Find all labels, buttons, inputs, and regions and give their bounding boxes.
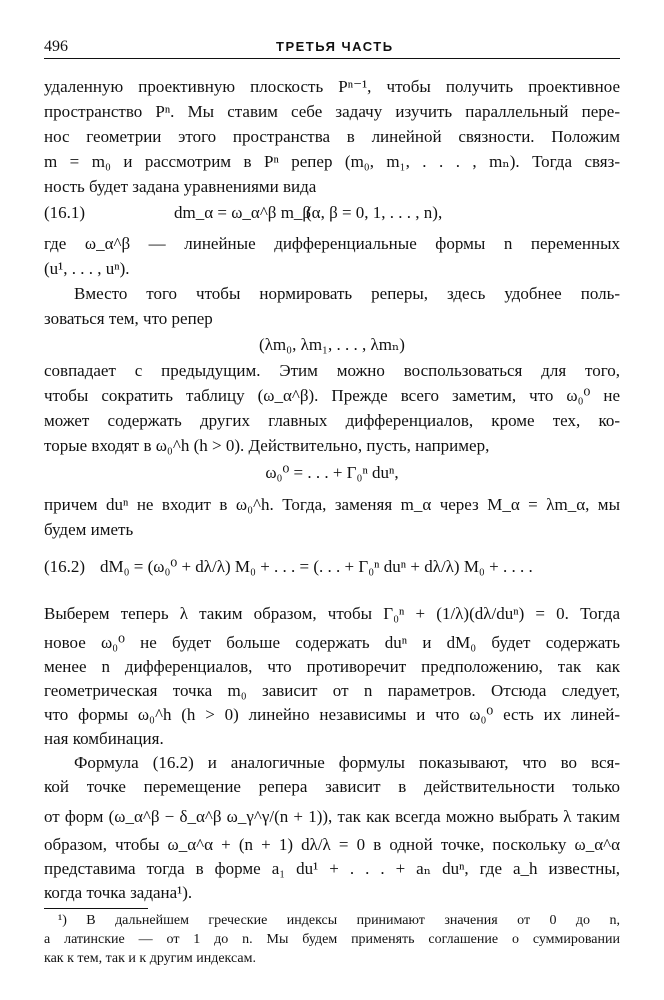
page-header	[44, 36, 620, 62]
text-line: новое ω₀⁰ не будет больше содержать duⁿ и dM₀ будет содержать	[44, 633, 620, 652]
text-line: представима тогда в форме a₁ du¹ + . . . + aₙ duⁿ, где a_h известны,	[44, 859, 620, 878]
page-number: 496	[44, 38, 68, 55]
text-line: что формы ω₀^h (h > 0) линейно независимы и что ω₀⁰ есть их линей-	[44, 705, 620, 724]
text-line: где ω_α^β — линейные дифференциальные формы n переменных	[44, 234, 620, 253]
text-line: Вместо того чтобы нормировать реперы, здесь удобнее поль-	[74, 284, 620, 303]
footnote-line: как к тем, так и к другим индексам.	[44, 951, 256, 966]
equation-label: (16.1)	[44, 203, 86, 222]
text-line: совпадает с предыдущим. Этим можно воспользоваться для того,	[44, 361, 620, 380]
equation-16-2	[44, 556, 620, 582]
text-line: ность будет задана уравнениями вида	[44, 177, 317, 196]
text-line: зоваться тем, что репер	[44, 309, 213, 328]
text-line: нос геометрии этого пространства в линейной связности. Положим	[44, 127, 620, 146]
equation-label: (16.2)	[44, 557, 86, 576]
equation-frame-scaling: (λm₀, λm₁, . . . , λmₙ)	[259, 335, 405, 354]
header-rule	[44, 58, 620, 59]
text-line: будем иметь	[44, 520, 134, 539]
equation-condition: (α, β = 0, 1, . . . , n),	[306, 203, 443, 222]
text-line: (u¹, . . . , uⁿ).	[44, 259, 130, 278]
text-line: кой точке перемещение репера зависит в действительности только	[44, 777, 620, 796]
text-line: Формула (16.2) и аналогичные формулы показывают, что во вся-	[74, 753, 620, 772]
text-line: чтобы сократить таблицу (ω_α^β). Прежде всего заметим, что ω₀⁰ не	[44, 386, 620, 405]
equation-16-1	[44, 202, 620, 226]
footnote-line: ¹) В дальнейшем греческие индексы принимают значения от 0 до n,	[58, 913, 620, 928]
text-line: ная комбинация.	[44, 729, 164, 748]
text-line: причем duⁿ не входит в ω₀^h. Тогда, заменяя m_α через M_α = λm_α, мы	[44, 495, 620, 514]
text-line: удаленную проективную плоскость Pⁿ⁻¹, чтобы получить проективное	[44, 77, 620, 96]
text-line: Выберем теперь λ таким образом, чтобы Γ₀ⁿ + (1/λ)(dλ/duⁿ) = 0. Тогда	[44, 604, 620, 623]
text-line: геометрическая точка m₀ зависит от n параметров. Отсюда следует,	[44, 681, 620, 700]
equation-formula: dm_α = ω_α^β m_β	[174, 203, 312, 222]
running-title: ТРЕТЬЯ ЧАСТЬ	[276, 39, 394, 54]
text-line: менее n дифференциалов, что противоречит предположению, так как	[44, 657, 620, 676]
equation-omega-expansion: ω₀⁰ = . . . + Γ₀ⁿ duⁿ,	[265, 463, 399, 482]
text-line: от форм (ω_α^β − δ_α^β ω_γ^γ/(n + 1)), так как всегда можно выбрать λ таким	[44, 807, 620, 826]
footnote-rule	[44, 908, 148, 909]
equation-formula: dM₀ = (ω₀⁰ + dλ/λ) M₀ + . . . = (. . . + Γ₀ⁿ duⁿ + dλ/λ) M₀ + . . . .	[100, 557, 533, 576]
text-line: m = m₀ и рассмотрим в Pⁿ репер (m₀, m₁, . . . , mₙ). Тогда связ-	[44, 152, 620, 171]
text-line: когда точка задана¹).	[44, 883, 193, 902]
text-line: торые входят в ω₀^h (h > 0). Действительно, пусть, например,	[44, 436, 490, 455]
footnote-line: а латинские — от 1 до n. Мы будем применять соглашение о суммировании	[44, 932, 620, 947]
text-line: образом, чтобы ω_α^α + (n + 1) dλ/λ = 0 в одной точке, поскольку ω_α^α	[44, 835, 620, 854]
text-line: может содержать других главных дифференциалов, кроме тех, ко-	[44, 411, 620, 430]
text-line: пространство Pⁿ. Мы ставим себе задачу изучить параллельный пере-	[44, 102, 620, 121]
